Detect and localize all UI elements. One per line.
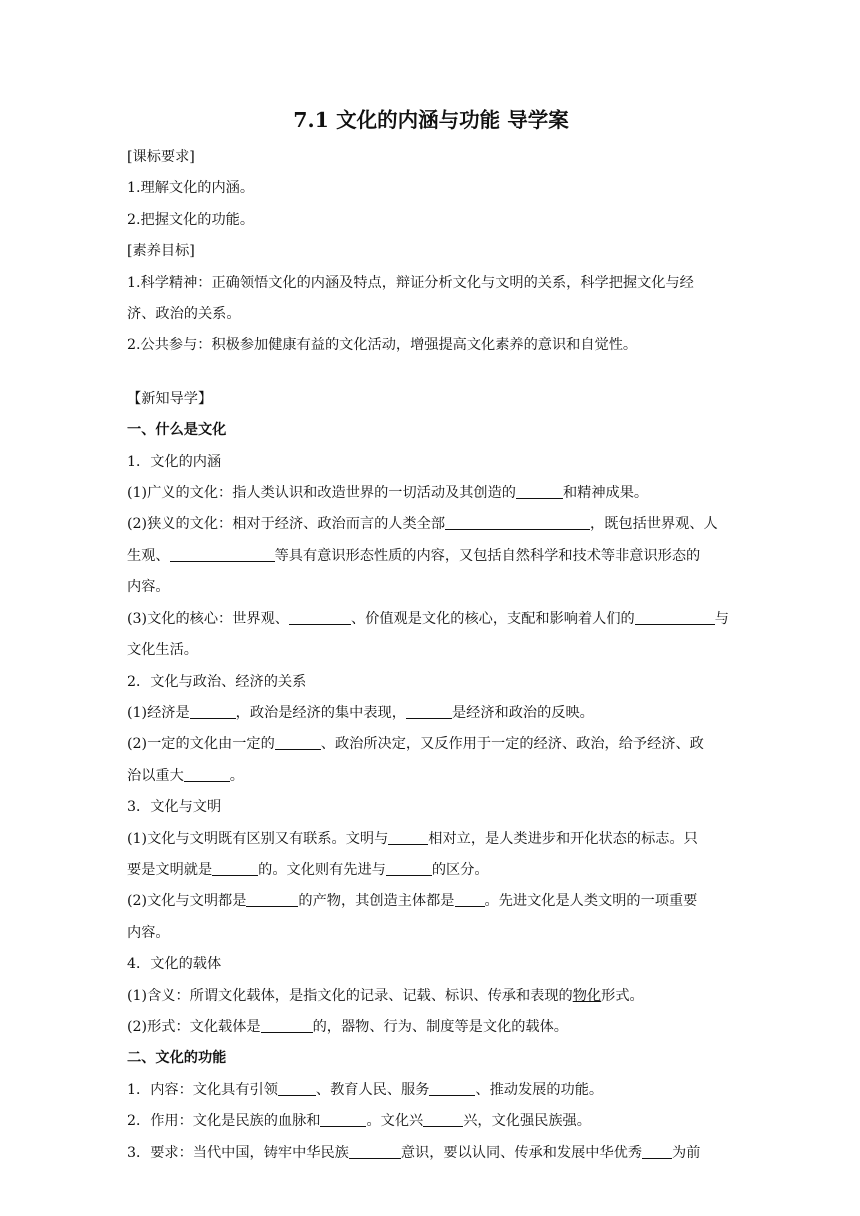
fill-blank[interactable]	[642, 1143, 672, 1158]
subsection-1-2-heading: 2．文化与政治、经济的关系	[127, 673, 307, 690]
subsection-1-4-heading: 4．文化的载体	[127, 956, 222, 973]
narrow-culture-line-3: 内容。	[127, 579, 170, 596]
fill-blank[interactable]	[423, 1112, 463, 1127]
fill-blank[interactable]	[455, 892, 485, 907]
culture-determined-line-1: (2)一定的文化由一定的 、政治所决定，又反作用于一定的经济、政治，给予经济、政	[127, 736, 704, 753]
fill-blank[interactable]	[278, 1081, 316, 1096]
function-content-line: 1．内容：文化具有引领 、教育人民、服务 、推动发展的功能。	[127, 1081, 604, 1098]
curriculum-item-2: 2.把握文化的功能。	[127, 211, 255, 228]
fill-blank[interactable]	[275, 735, 321, 750]
civilization-line-1: (1)文化与文明既有区别又有联系。文明与 相对立，是人类进步和开化状态的标志。只	[127, 830, 698, 847]
narrow-culture-line-2: 生观、 等具有意识形态性质的内容，又包括自然科学和技术等非意识形态的	[127, 547, 701, 564]
fill-blank[interactable]	[184, 767, 230, 782]
fill-blank[interactable]	[635, 610, 715, 625]
fill-blank[interactable]	[320, 1112, 366, 1127]
curriculum-item-1: 1.理解文化的内涵。	[127, 180, 255, 197]
subsection-1-1-heading: 1．文化的内涵	[127, 453, 222, 470]
carrier-form-line: (2)形式：文化载体是 的，器物、行为、制度等是文化的载体。	[127, 1018, 568, 1035]
narrow-culture-line-1: (2)狭义的文化：相对于经济、政治而言的人类全部 ，既包括世界观、人	[127, 516, 718, 533]
civilization-line-3: (2)文化与文明都是 的产物，其创造主体都是 。先进文化是人类文明的一项重要	[127, 893, 698, 910]
fill-blank[interactable]	[190, 704, 236, 719]
fill-blank[interactable]	[289, 610, 351, 625]
curriculum-heading: [课标要求]	[127, 149, 195, 165]
fill-blank[interactable]	[261, 1018, 313, 1033]
fill-blank[interactable]	[429, 1081, 475, 1096]
culture-core-line-2: 文化生活。	[127, 642, 198, 659]
carrier-definition-line: (1)含义：所谓文化载体，是指文化的记录、记载、标识、传承和表现的物化形式。	[127, 987, 644, 1004]
section-spacer	[127, 362, 735, 384]
fill-blank[interactable]	[386, 861, 432, 876]
fill-blank[interactable]	[170, 547, 275, 562]
new-knowledge-heading: 【新知导学】	[127, 390, 213, 407]
broad-culture-line: (1)广义的文化：指人类认识和改造世界的一切活动及其创造的 和精神成果。	[127, 485, 649, 502]
economy-line: (1)经济是 ，政治是经济的集中表现， 是经济和政治的反映。	[127, 704, 594, 721]
function-requirement-line: 3．要求：当代中国，铸牢中华民族 意识，要以认同、传承和发展中华优秀 为前	[127, 1144, 701, 1161]
section-2-heading: 二、文化的功能	[127, 1050, 227, 1067]
fill-blank[interactable]	[406, 704, 452, 719]
fill-blank[interactable]	[212, 861, 258, 876]
section-1-heading: 一、什么是文化	[127, 422, 227, 439]
culture-determined-line-2: 治以重大 。	[127, 767, 244, 784]
subsection-1-3-heading: 3．文化与文明	[127, 799, 222, 816]
fill-blank[interactable]	[246, 892, 298, 907]
fill-blank[interactable]	[349, 1143, 401, 1158]
document-body	[127, 104, 735, 1169]
function-role-line: 2．作用：文化是民族的血脉和 。文化兴 兴，文化强民族强。	[127, 1113, 591, 1130]
culture-core-line-1: (3)文化的核心：世界观、 、价值观是文化的核心，支配和影响着人们的 与	[127, 610, 729, 627]
literacy-item-1: 1.科学精神：正确领悟文化的内涵及特点，辩证分析文化与文明的关系，科学把握文化与经	[127, 274, 694, 291]
literacy-item-2: 2.公共参与：积极参加健康有益的文化活动，增强提高文化素养的意识和自觉性。	[127, 337, 638, 354]
fill-blank[interactable]	[516, 484, 563, 499]
literacy-heading: [素养目标]	[127, 243, 195, 260]
page-title: 7.1 文化的内涵与功能 导学案	[293, 108, 569, 132]
literacy-item-1-cont: 济、政治的关系。	[127, 306, 241, 323]
civilization-line-2: 要是文明就是 的。文化则有先进与 的区分。	[127, 861, 489, 878]
fill-blank[interactable]	[445, 515, 590, 530]
civilization-line-4: 内容。	[127, 924, 170, 941]
fill-blank[interactable]	[388, 829, 428, 844]
